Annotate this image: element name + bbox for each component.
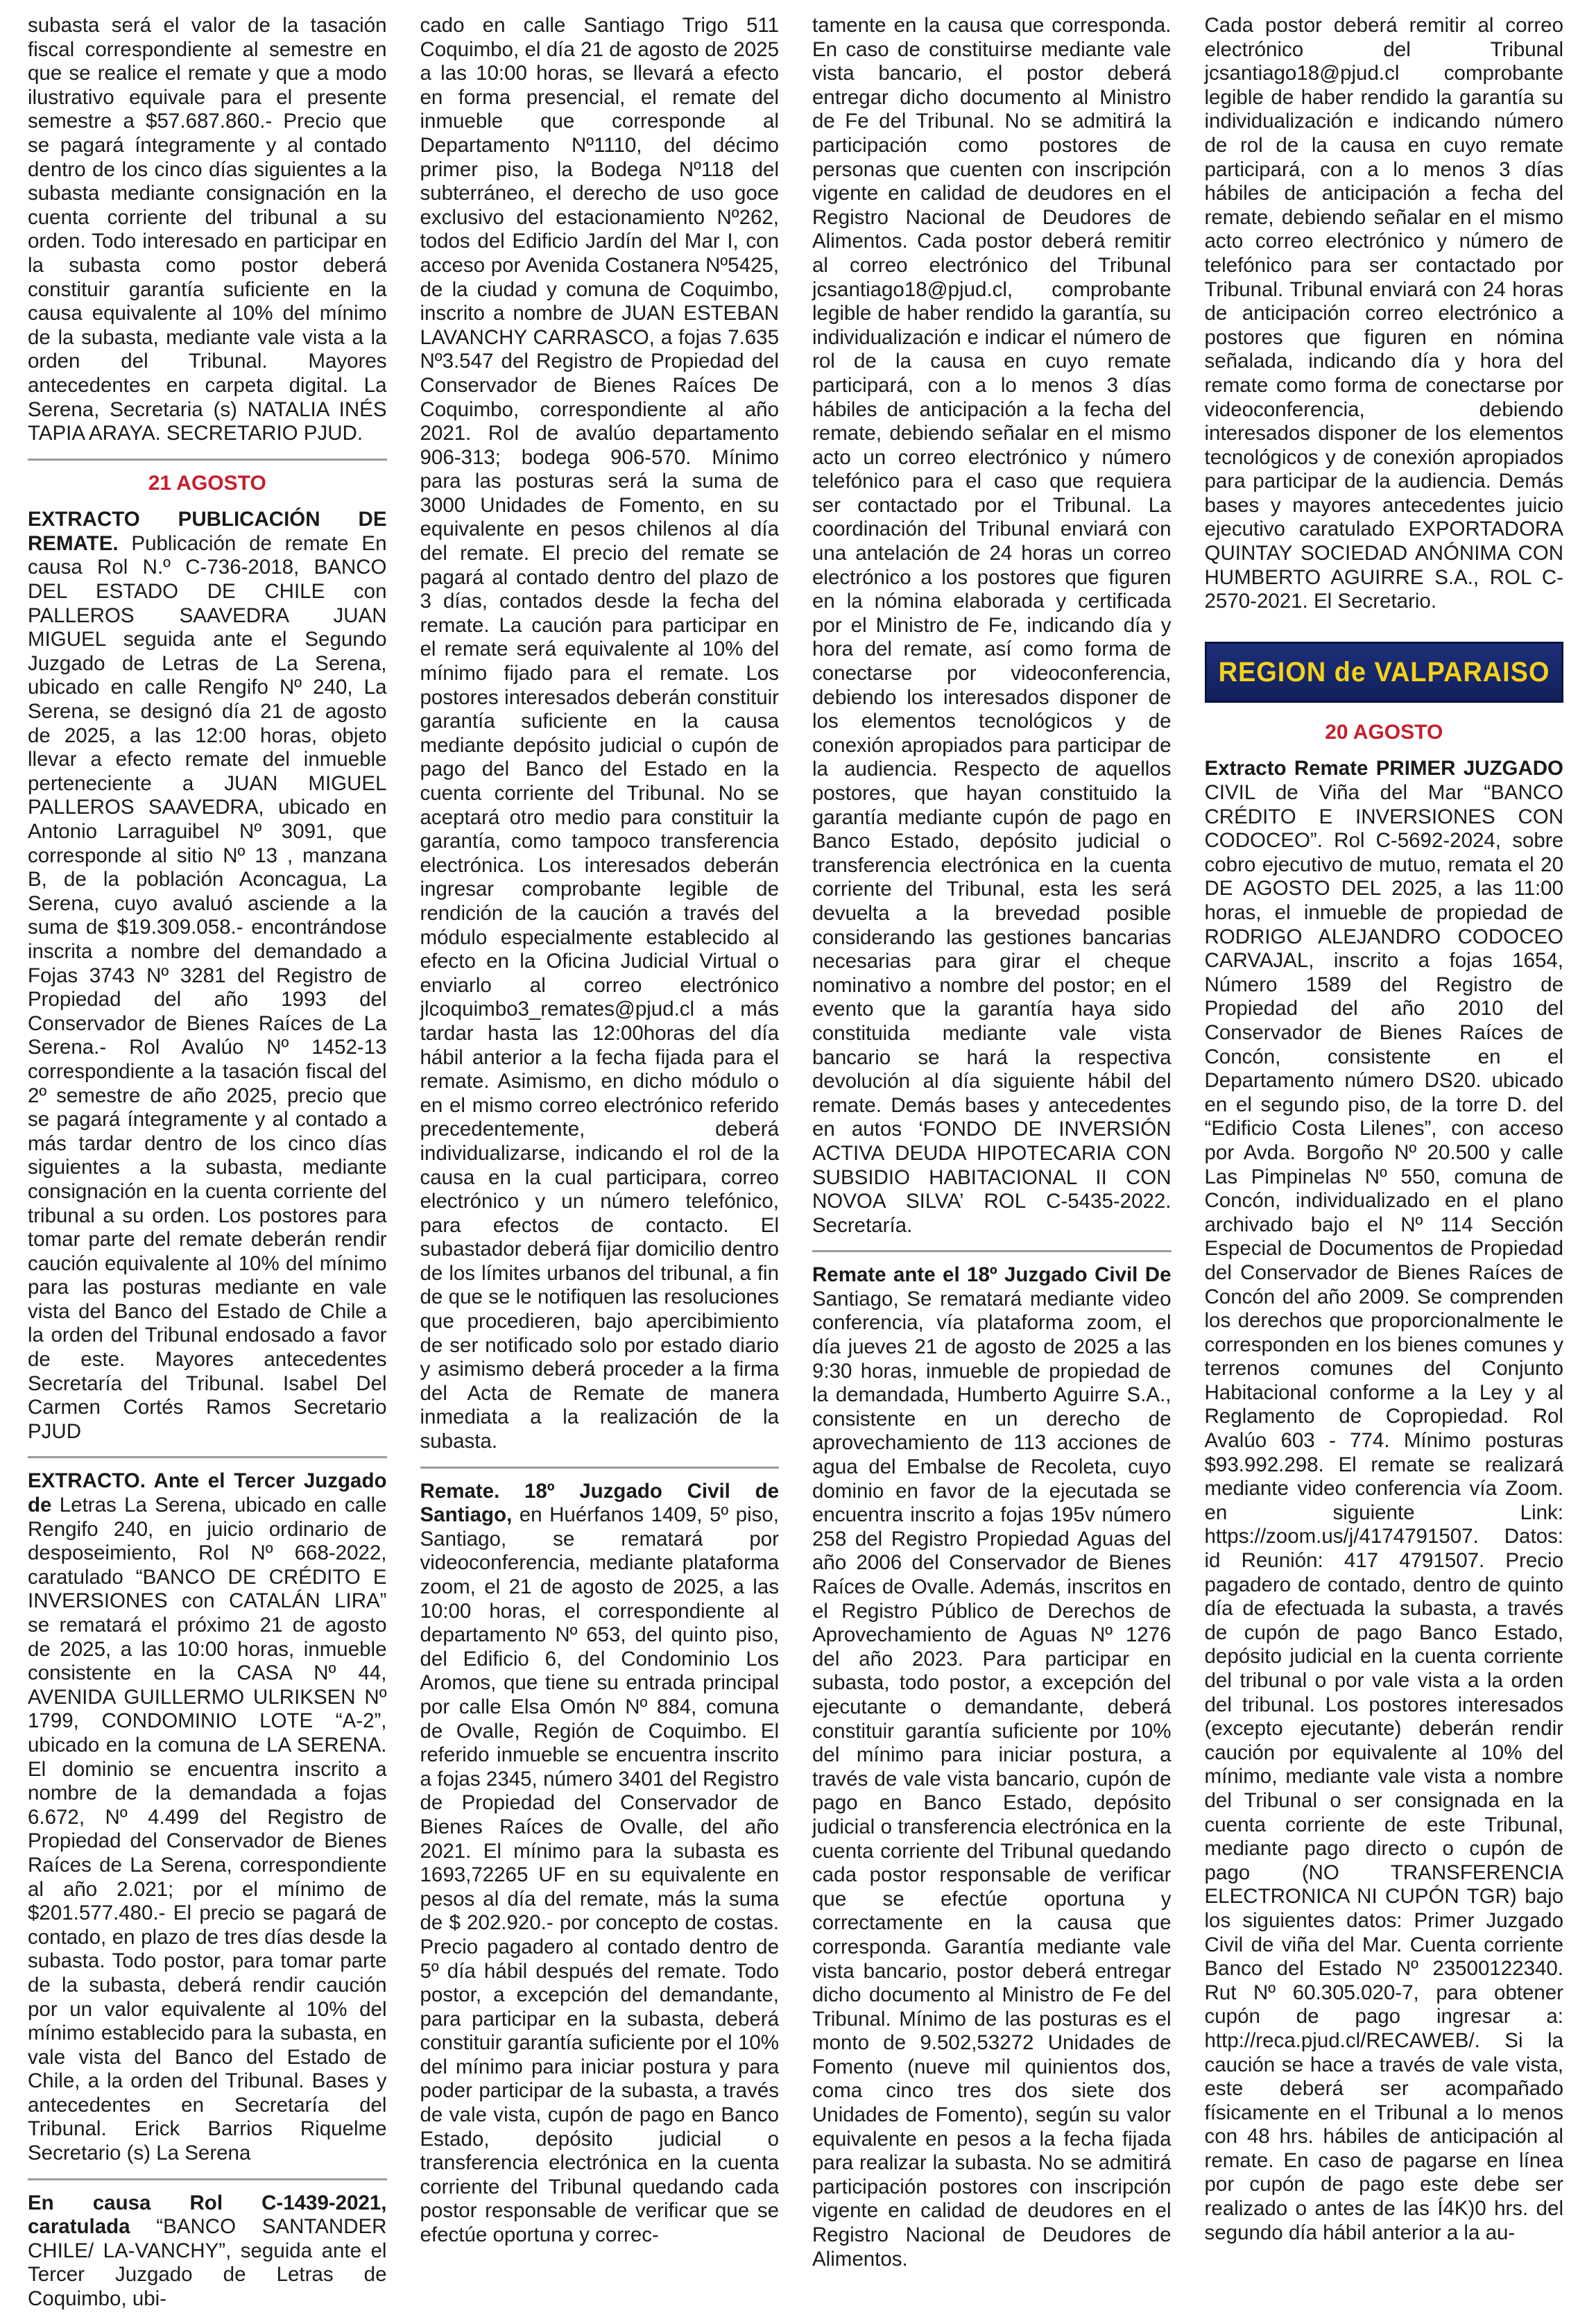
notice-paragraph <box>812 1263 1172 2271</box>
columns-container <box>28 14 1563 2311</box>
notice-title: Remate ante el 18º Juzgado Civil De <box>812 1263 1172 1287</box>
notice-paragraph <box>28 2191 387 2312</box>
notice-body: “BANCO SANTANDER CHILE/ LA-VANCHY”, seguida ante el Tercer Juzgado de Letras de Coquimbo, ubi- <box>28 2215 387 2311</box>
date-heading: 21 AGOSTO <box>148 471 266 495</box>
notice-paragraph <box>1205 757 1564 2245</box>
notice-divider <box>28 1456 387 1458</box>
notice-paragraph <box>420 14 780 1454</box>
date-heading: 20 AGOSTO <box>1325 720 1443 744</box>
notice-divider <box>28 2178 387 2180</box>
notice-title: EXTRACTO PUBLICACIÓN DE REMATE. <box>28 508 387 555</box>
region-banner <box>1205 642 1564 703</box>
notice-body: cado en calle Santiago Trigo 511 Coquimbo, el día 21 de agosto de 2025 a las 10:00 horas, se llevará a efecto en forma presencial, el remate del inmueble que corresponde al Departamento Nº1110, del décimo primer piso, la Bodega Nº118 del subterráneo, el derecho de uso goce exclusivo del estacionamiento Nº262, todos del Edificio Jardín del Mar I, con acceso por Avenida Costanera Nº5425, de la ciudad y comuna de Coquimbo, inscrito a nombre de JUAN ESTEBAN LAVANCHY CARRASCO, a fojas 7.635 Nº3.547 del Registro de Propiedad del Conservador de Bienes Raíces De Coquimbo, correspondiente al año 2021. Rol de avalúo departamento 906-313; bodega 906-570. Mínimo para las posturas será la suma de 3000 Unidades de Fomento, en su equivalente en pesos chilenos al día del remate. El precio del remate se pagará al contado dentro del plazo de 3 días, contados desde la fecha del remate. La caución para participar en el remate será equivalente al 10% del mínimo fijado para el remate. Los postores interesados deberán constituir garantía suficiente en la causa mediante depósito judicial o cupón de pago del Banco del Estado en la cuenta corriente del Tribunal. No se aceptará otro medio para constituir la garantía, como tampoco transferencia electrónica. Los interesados deberán ingresar comprobante legible de rendición de la caución a través del módulo especialmente establecido al efecto en la Oficina Judicial Virtual o enviarlo al correo electrónico jlcoquimbo3_remates@pjud.cl a más tardar hasta las 12:00horas del día hábil anterior a la fecha fijada para el remate. Asimismo, en dicho módulo o en el mismo correo electrónico referido precedentemente, deberá individualizarse, indicando el rol de la causa en la cual participara, correo electrónico y un número telefónico, para efectos de contacto. El subastador deberá fijar domicilio dentro de los límites urbanos del tribunal, a fin de que se le notifiquen las resoluciones que procedieren, bajo apercibimiento de ser notificado solo por estado diario y asimismo deberá proceder a la firma del Acta de Remate de manera inmediata a la realización de la subasta. <box>420 14 779 1453</box>
notice-divider <box>420 1467 780 1469</box>
notice-body: Publicación de remate En causa Rol N.º C-736-2018, BANCO DEL ESTADO DE CHILE con PALLEROS SAAVEDRA JUAN MIGUEL seguida ante el Segundo Juzgado de Letras de La Serena, ubicado en calle Rengifo Nº 240, La Serena, se designó día 21 de agosto de 2025, a las 12:00 horas, objeto llevar a efecto remate del inmueble perteneciente a JUAN MIGUEL PALLEROS SAAVEDRA, ubicado en Antonio Larraguibel Nº 3091, que corresponde al sitio Nº 13 , manzana B, de la población Aconcagua, La Serena, cuyo avaluó asciende a la suma de $19.309.058.- encontrándose inscrita a nombre del demandado a Fojas 3743 Nº 3281 del Registro de Propiedad del año 1993 del Conservador de Bienes Raíces de La Serena.- Rol Avalúo Nº 1452-13 correspondiente a la tasación fiscal del 2º semestre de año 2025, precio que se pagará íntegramente y al contado a más tardar dentro de los cinco días siguientes a la subasta, mediante consignación en la cuenta corriente del tribunal a su orden. Los postores para tomar parte del remate deberán rendir caución equivalente al 10% del mínimo para las posturas mediante en vale vista del Banco del Estado de Chile a la orden del Tribunal endosado a favor de este. Mayores antecedentes Secretaría del Tribunal. Isabel Del Carmen Cortés Ramos Secretario PJUD <box>28 531 387 1443</box>
notice-paragraph <box>28 1469 387 2165</box>
notice-title: En causa Rol C-1439-2021, caratulada <box>28 2191 387 2239</box>
notice-title: Remate. 18º Juzgado Civil de Santiago, <box>420 1479 779 1527</box>
notice-title: EXTRACTO. Ante el Tercer Juzgado de <box>28 1469 387 1517</box>
column-3 <box>812 14 1172 2324</box>
notice-paragraph <box>28 508 387 1444</box>
notice-body: Cada postor deberá remitir al correo electrónico del Tribunal jcsantiago18@pjud.cl comprobante legible de haber rendido la garantía su individualización e indicando número de rol de la causa en cuyo remate participará, con a lo menos 3 días hábiles de anticipación a fecha del remate, debiendo señalar en el mismo acto correo electrónico y número de telefónico para ser contactado por Tribunal. Tribunal enviará con 24 horas de anticipación correo electrónico a postores que figuren en nómina señalada, indicando día y hora del remate como forma de conectarse por videoconferencia, debiendo interesados disponer de los elementos tecnológicos y de conexión apropiados para participar de la audiencia. Demás bases y mayores antecedentes juicio ejecutivo caratulado EXPORTADORA QUINTAY SOCIEDAD ANÓNIMA CON HUMBERTO AGUIRRE S.A., ROL C-2570-2021. El Secretario. <box>1204 14 1563 613</box>
notice-divider <box>812 1250 1172 1252</box>
notice-divider <box>28 459 387 461</box>
region-banner-label: REGION de VALPARAISO <box>1218 656 1550 687</box>
notice-body: CIVIL de Viña del Mar “BANCO CRÉDITO E INVERSIONES CON CODOCEO”. Rol C-5692-2024, sobre cobro ejecutivo de mutuo, remata el 20 DE AGOSTO DEL 2025, a las 11:00 horas, el inmueble de propiedad de RODRIGO ALEJANDRO CODOCEO CARVAJAL, inscrito a fojas 1654, Número 1589 del Registro de Propiedad del año 2010 del Conservador de Bienes Raíces de Concón, consistente en el Departamento número DS20. ubicado en el segundo piso, de la torre D. del “Edificio Costa Lilenes”, con acceso por Avda. Borgoño Nº 20.500 y calle Las Pimpinelas Nº 550, comuna de Concón, individualizado en el plano archivado bajo el Nº 114 Sección Especial de Documentos de Propiedad del Conservador de Bienes Raíces de Concón del año 2009. Se comprenden los derechos que proporcionalmente le corresponden en los bienes comunes y terrenos comunes del Conjunto Habitacional conforme a la Ley y al Reglamento de Copropiedad. Rol Avalúo 603 - 774. Mínimo posturas $93.992.298. El remate se realizará mediante video conferencia vía Zoom. en siguiente Link: https://zoom.us/j/4174791507. Datos: id Reunión: 417 4791507. Precio pagadero de contado, dentro de quinto día de efectuada la subasta, a través de cupón de pago Banco Estado, depósito judicial en la cuenta corriente del tribunal o por vale vista a la orden del tribunal. Los postores interesados (excepto ejecutante) deberán rendir caución por equivalente al 10% del mínimo, mediante vale vista a nombre del Tribunal o ser consignada en la cuenta corriente de este Tribunal, mediante pago directo o cupón de pago (NO TRANSFERENCIA ELECTRONICA NI CUPÓN TGR) bajo los siguientes datos: Primer Juzgado Civil de viña del Mar. Cuenta corriente Banco del Estado Nº 23500122340. Rut Nº 60.305.020-7, para obtener cupón de pago ingresar a: http://reca.pjud.cl/RECAWEB/. Si la caución se hace a través de vale vista, este deberá ser acompañado físicamente en el Tribunal a lo menos con 48 hrs. hábiles de anticipación al remate. En caso de pagarse en línea por cupón de pago este debe ser realizado o antes de las Í4K)0 hrs. del segundo día hábil anterior a la au- <box>1204 781 1563 2244</box>
notice-body: Santiago, Se rematará mediante video conferencia, vía plataforma zoom, el día jueves 21 de agosto de 2025 a las 9:30 horas, inmueble de propiedad de la demandada, Humberto Aguirre S.A., consistente en un derecho de aprovechamiento de 113 acciones de agua del Embalse de Recoleta, cuyo dominio en favor de la ejecutada se encuentra inscrito a fojas 195v número 258 del Registro Propiedad Aguas del año 2006 del Conservador de Bienes Raíces de Ovalle. Además, inscritos en el Registro Público de Derechos de Aprovechamiento de Aguas Nº 1276 del año 2023. Para participar en subasta, todo postor, a excepción del ejecutante o demandante, deberá constituir garantía suficiente por 10% del mínimo para iniciar postura, a través de vale vista bancario, cupón de pago en Banco Estado, depósito judicial o transferencia electrónica en la cuenta corriente del Tribunal quedando cada postor responsable de verificar que se efectúe oportuna y correctamente en la causa que corresponda. Garantía mediante vale vista bancario, postor deberá entregar dicho documento al Ministro de Fe del Tribunal. Mínimo de las posturas es el monto de 9.502,53272 Unidades de Fomento (nueve mil quinientos dos, coma cinco tres dos siete dos Unidades de Fomento), según su valor equivalente en pesos a la fecha fijada para realizar la subasta. No se admitirá participación postores con inscripción vigente en calidad de deudores en el Registro Nacional de Deudores de Alimentos. <box>812 1287 1172 2271</box>
notice-paragraph <box>1205 14 1564 614</box>
notice-paragraph <box>28 14 387 446</box>
notice-paragraph <box>812 14 1172 1238</box>
notice-paragraph <box>420 1480 780 2248</box>
notice-body: tamente en la causa que corresponda. En caso de constituirse mediante vale vista bancario, el postor deberá entregar dicho documento al Ministro de Fe del Tribunal. No se admitirá la participación como postores de personas que cuenten con inscripción vigente en calidad de deudores en el Registro Nacional de Deudores de Alimentos. Cada postor deberá remitir al correo electrónico del Tribunal jcsantiago18@pjud.cl, comprobante legible de haber rendido la garantía, su individualización e indicar el número de rol de la causa en cuyo remate participará, con a lo menos 3 días hábiles de anticipación a la fecha del remate, debiendo señalar en el mismo acto un correo electrónico y número telefónico para el caso que requiera ser contactado por el Tribunal. La coordinación del Tribunal enviará con una antelación de 24 horas un correo electrónico a los postores que figuren en la nómina elaborada y certificada por el Ministro de Fe, indicando día y hora del remate, así como forma de conectarse por videoconferencia, debiendo los interesados disponer de los elementos tecnológicos y de conexión apropiados para participar de la audiencia. Respecto de aquellos postores, que hayan constituido la garantía mediante cupón de pago en Banco Estado, depósito judicial o transferencia electrónica en la cuenta corriente del Tribunal, esta les será devuelta a la brevedad posible considerando las gestiones bancarias necesarias para girar el cheque nominativo a nombre del postor; en el evento que la garantía haya sido constituida mediante vale vista bancario se hará la respectiva devolución al día siguiente hábil del remate. Demás bases y antecedentes en autos ‘FONDO DE INVERSIÓN ACTIVA DEUDA HIPOTECARIA CON SUBSIDIO HABITACIONAL II CON NOVOA SILVA’ ROL C-5435-2022. Secretaría. <box>812 14 1172 1237</box>
notice-body: subasta será el valor de la tasación fiscal correspondiente al semestre en que se realice el remate y que a modo ilustrativo equivale para el presente semestre a $57.687.860.- Precio que se pagará íntegramente y al contado dentro de los cinco días siguientes a la subasta mediante consignación en la cuenta corriente del tribunal a su orden. Todo interesado en participar en la subasta como postor deberá constituir garantía suficiente en la causa equivalente al 10% del mínimo de la subasta, mediante vale vista a la orden del Tribunal. Mayores antecedentes en carpeta digital. La Serena, Secretaria (s) NATALIA INÉS TAPIA ARAYA. SECRETARIO PJUD. <box>28 14 387 445</box>
column-4 <box>1205 14 1564 2324</box>
notice-title: Extracto Remate PRIMER JUZGADO <box>1204 757 1563 780</box>
column-2 <box>420 14 780 2324</box>
column-1 <box>28 14 387 2324</box>
notice-body: en Huérfanos 1409, 5º piso, Santiago, se rematará por videoconferencia, mediante plataforma zoom, el 21 de agosto de 2025, a las 10:00 horas, el correspondiente al departamento Nº 653, del quinto piso, del Edificio 6, del Condominio Los Aromos, que tiene su entrada principal por calle Elsa Omón Nº 884, comuna de Ovalle, Región de Coquimbo. El referido inmueble se encuentra inscrito a fojas 2345, número 3401 del Registro de Propiedad del Conservador de Bienes Raíces de Ovalle, del año 2021. El mínimo para la subasta es 1693,72265 UF en su equivalente en pesos al día del remate, más la suma de $ 202.920.- por concepto de costas. Precio pagadero al contado dentro de 5º día hábil después del remate. Todo postor, a excepción del demandante, para participar en la subasta, deberá constituir garantía suficiente por el 10% del mínimo para iniciar postura y para poder participar de la subasta, a través de vale vista, cupón de pago en Banco Estado, depósito judicial o transferencia electrónica en la cuenta corriente del Tribunal quedando cada postor responsable de verificar que se efectúe oportuna y correc- <box>420 1503 779 2247</box>
notice-body: Letras La Serena, ubicado en calle Rengifo 240, en juicio ordinario de desposeimiento, Rol Nº 668-2022, caratulado “BANCO DE CRÉDITO E INVERSIONES con CATALÁN LIRA” se rematará el próximo 21 de agosto de 2025, a las 10:00 horas, inmueble consistente en la CASA Nº 44, AVENIDA GUILLERMO ULRIKSEN Nº 1799, CONDOMINIO LOTE “A-2”, ubicado en la comuna de LA SERENA. El dominio se encuentra inscrito a nombre de la demandada a fojas 6.672, Nº 4.499 del Registro de Propiedad del Conservador de Bienes Raíces de La Serena, correspondiente al año 2.021; por el mínimo de $201.577.480.- El precio se pagará de contado, en plazo de tres días desde la subasta. Todo postor, para tomar parte de la subasta, deberá rendir caución por un valor equivalente al 10% del mínimo establecido para la subasta, en vale vista del Banco del Estado de Chile, a la orden del Tribunal. Bases y antecedentes en Secretaría del Tribunal. Erick Barrios Riquelme Secretario (s) La Serena <box>28 1494 387 2165</box>
